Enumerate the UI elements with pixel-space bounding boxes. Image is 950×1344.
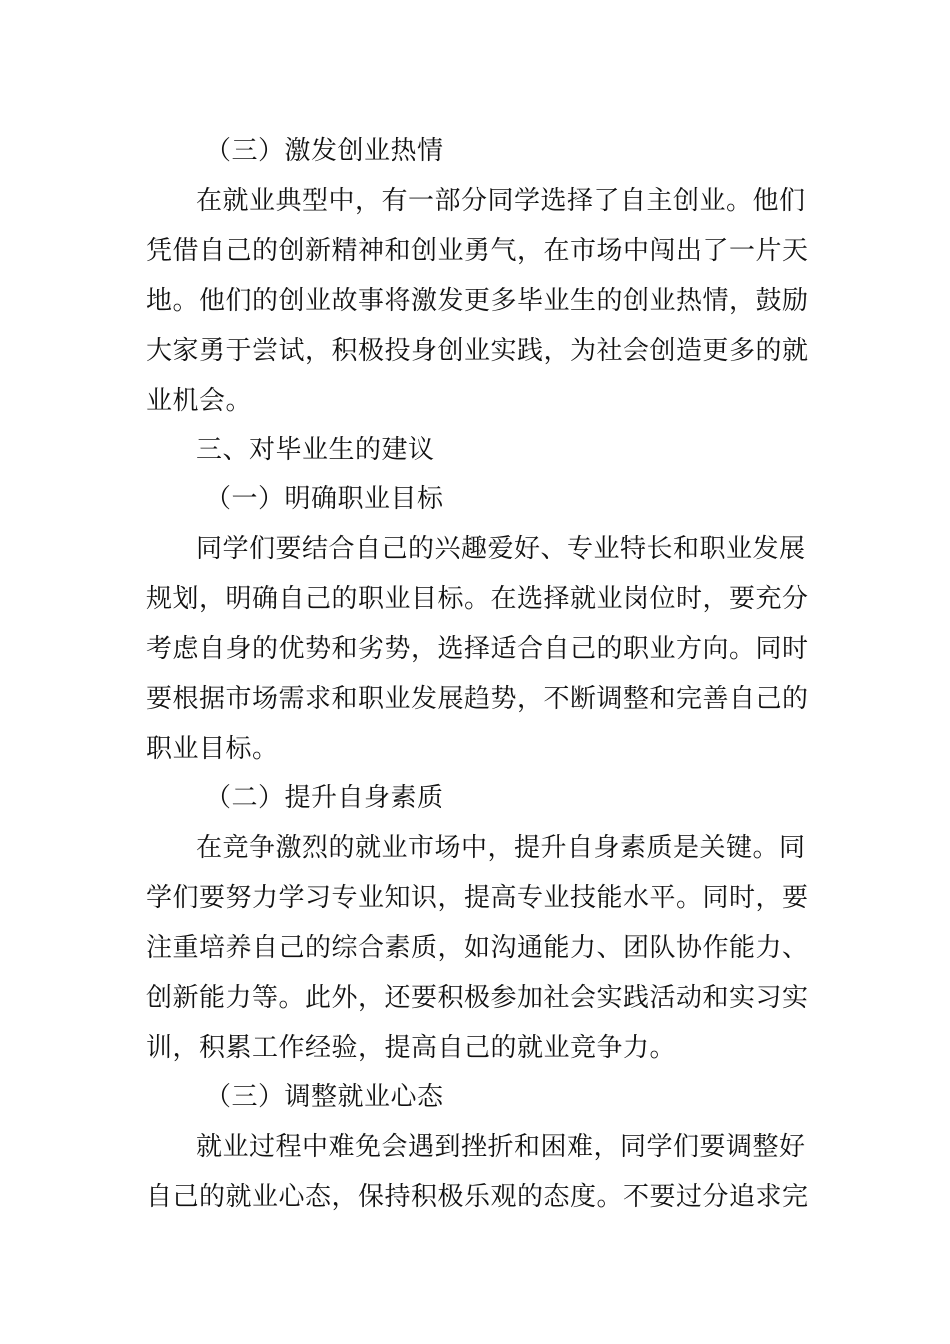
paragraph-line: 规划，明确自己的职业目标。在选择就业岗位时，要充分 — [146, 584, 809, 614]
paragraph-line: 要根据市场需求和职业发展趋势，不断调整和完善自己的 — [146, 684, 809, 714]
paragraph-line: 考虑自身的优势和劣势，选择适合自己的职业方向。同时 — [146, 634, 809, 664]
paragraph-line: 注重培养自己的综合素质，如沟通能力、团队协作能力、 — [146, 933, 809, 963]
paragraph-line: 在竞争激烈的就业市场中，提升自身素质是关键。同 — [196, 833, 806, 863]
paragraph-line: 大家勇于尝试，积极投身创业实践，为社会创造更多的就 — [146, 336, 809, 366]
paragraph-line: 自己的就业心态，保持积极乐观的态度。不要过分追求完 — [146, 1182, 809, 1212]
paragraph-line: 业机会。 — [146, 386, 253, 416]
paragraph-line: 在就业典型中，有一部分同学选择了自主创业。他们 — [196, 186, 806, 216]
paragraph-line: 凭借自己的创新精神和创业勇气，在市场中闯出了一片天 — [146, 236, 809, 266]
paragraph-line: 职业目标。 — [146, 734, 279, 764]
paragraph-line: 就业过程中难免会遇到挫折和困难，同学们要调整好 — [196, 1132, 806, 1162]
paragraph-line: 同学们要结合自己的兴趣爱好、专业特长和职业发展 — [196, 534, 806, 564]
paragraph-line: 地。他们的创业故事将激发更多毕业生的创业热情，鼓励 — [146, 286, 809, 316]
subheading-mindset: （三）调整就业心态 — [205, 1082, 444, 1112]
subheading-entrepreneurship: （三）激发创业热情 — [205, 136, 444, 166]
paragraph-line: 训，积累工作经验，提高自己的就业竞争力。 — [146, 1033, 677, 1063]
subheading-self-quality: （二）提升自身素质 — [205, 783, 444, 813]
paragraph-line: 创新能力等。此外，还要积极参加社会实践活动和实习实 — [146, 983, 809, 1013]
subheading-career-goal: （一）明确职业目标 — [205, 484, 444, 514]
section-heading-suggestions: 三、对毕业生的建议 — [196, 435, 435, 465]
paragraph-line: 学们要努力学习专业知识，提高专业技能水平。同时，要 — [146, 883, 809, 913]
